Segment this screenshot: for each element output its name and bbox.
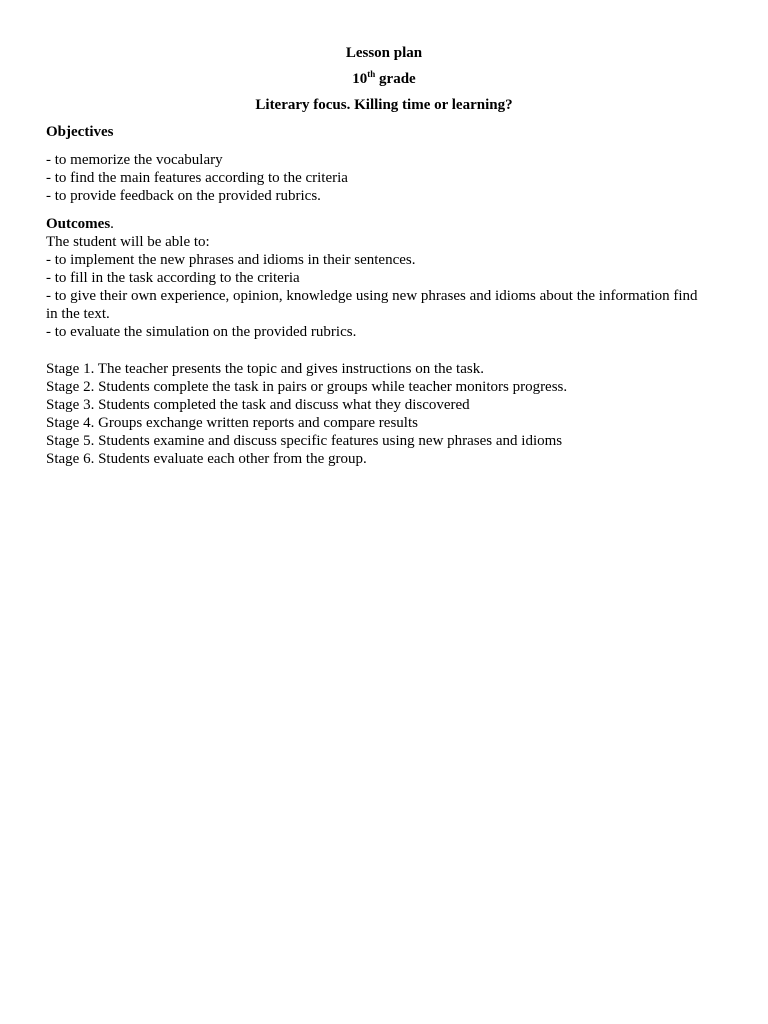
grade-number: 10	[352, 71, 368, 87]
stage-item: Stage 6. Students evaluate each other from the group.	[46, 451, 367, 467]
outcomes-list	[46, 233, 706, 341]
outcomes-heading-punct: .	[110, 216, 114, 232]
stage-item: Stage 2. Students complete the task in pairs or groups while teacher monitors progress.	[46, 379, 568, 395]
document-title: Lesson plan	[345, 45, 423, 61]
objective-item: - to memorize the vocabulary	[46, 152, 223, 168]
objectives-list	[46, 151, 706, 205]
outcome-item: - to implement the new phrases and idioms in their sentences.	[46, 252, 416, 268]
stage-item: Stage 5. Students examine and discuss specific features using new phrases and idioms	[46, 433, 563, 449]
objective-item: - to find the main features according to the criteria	[46, 170, 348, 186]
outcomes-heading-line	[46, 215, 706, 233]
outcome-item: - to evaluate the simulation on the provided rubrics.	[46, 324, 357, 340]
outcome-item: - to give their own experience, opinion, knowledge using new phrases and idioms about the information find in the text.	[46, 288, 698, 322]
grade-word: grade	[375, 71, 416, 87]
grade-suffix: th	[367, 69, 376, 79]
outcome-item: - to fill in the task according to the criteria	[46, 270, 300, 286]
outcomes-intro: The student will be able to:	[46, 234, 210, 250]
objectives-heading: Objectives	[46, 124, 114, 140]
document-subtitle: Literary focus. Killing time or learning?	[255, 97, 513, 113]
stage-item: Stage 4. Groups exchange written reports and compare results	[46, 415, 418, 431]
grade-line	[0, 70, 768, 88]
stages-list	[46, 360, 706, 468]
outcomes-heading: Outcomes	[46, 216, 111, 232]
stage-item: Stage 3. Students completed the task and discuss what they discovered	[46, 397, 470, 413]
objective-item: - to provide feedback on the provided rubrics.	[46, 188, 321, 204]
stage-item: Stage 1. The teacher presents the topic and gives instructions on the task.	[46, 361, 484, 377]
